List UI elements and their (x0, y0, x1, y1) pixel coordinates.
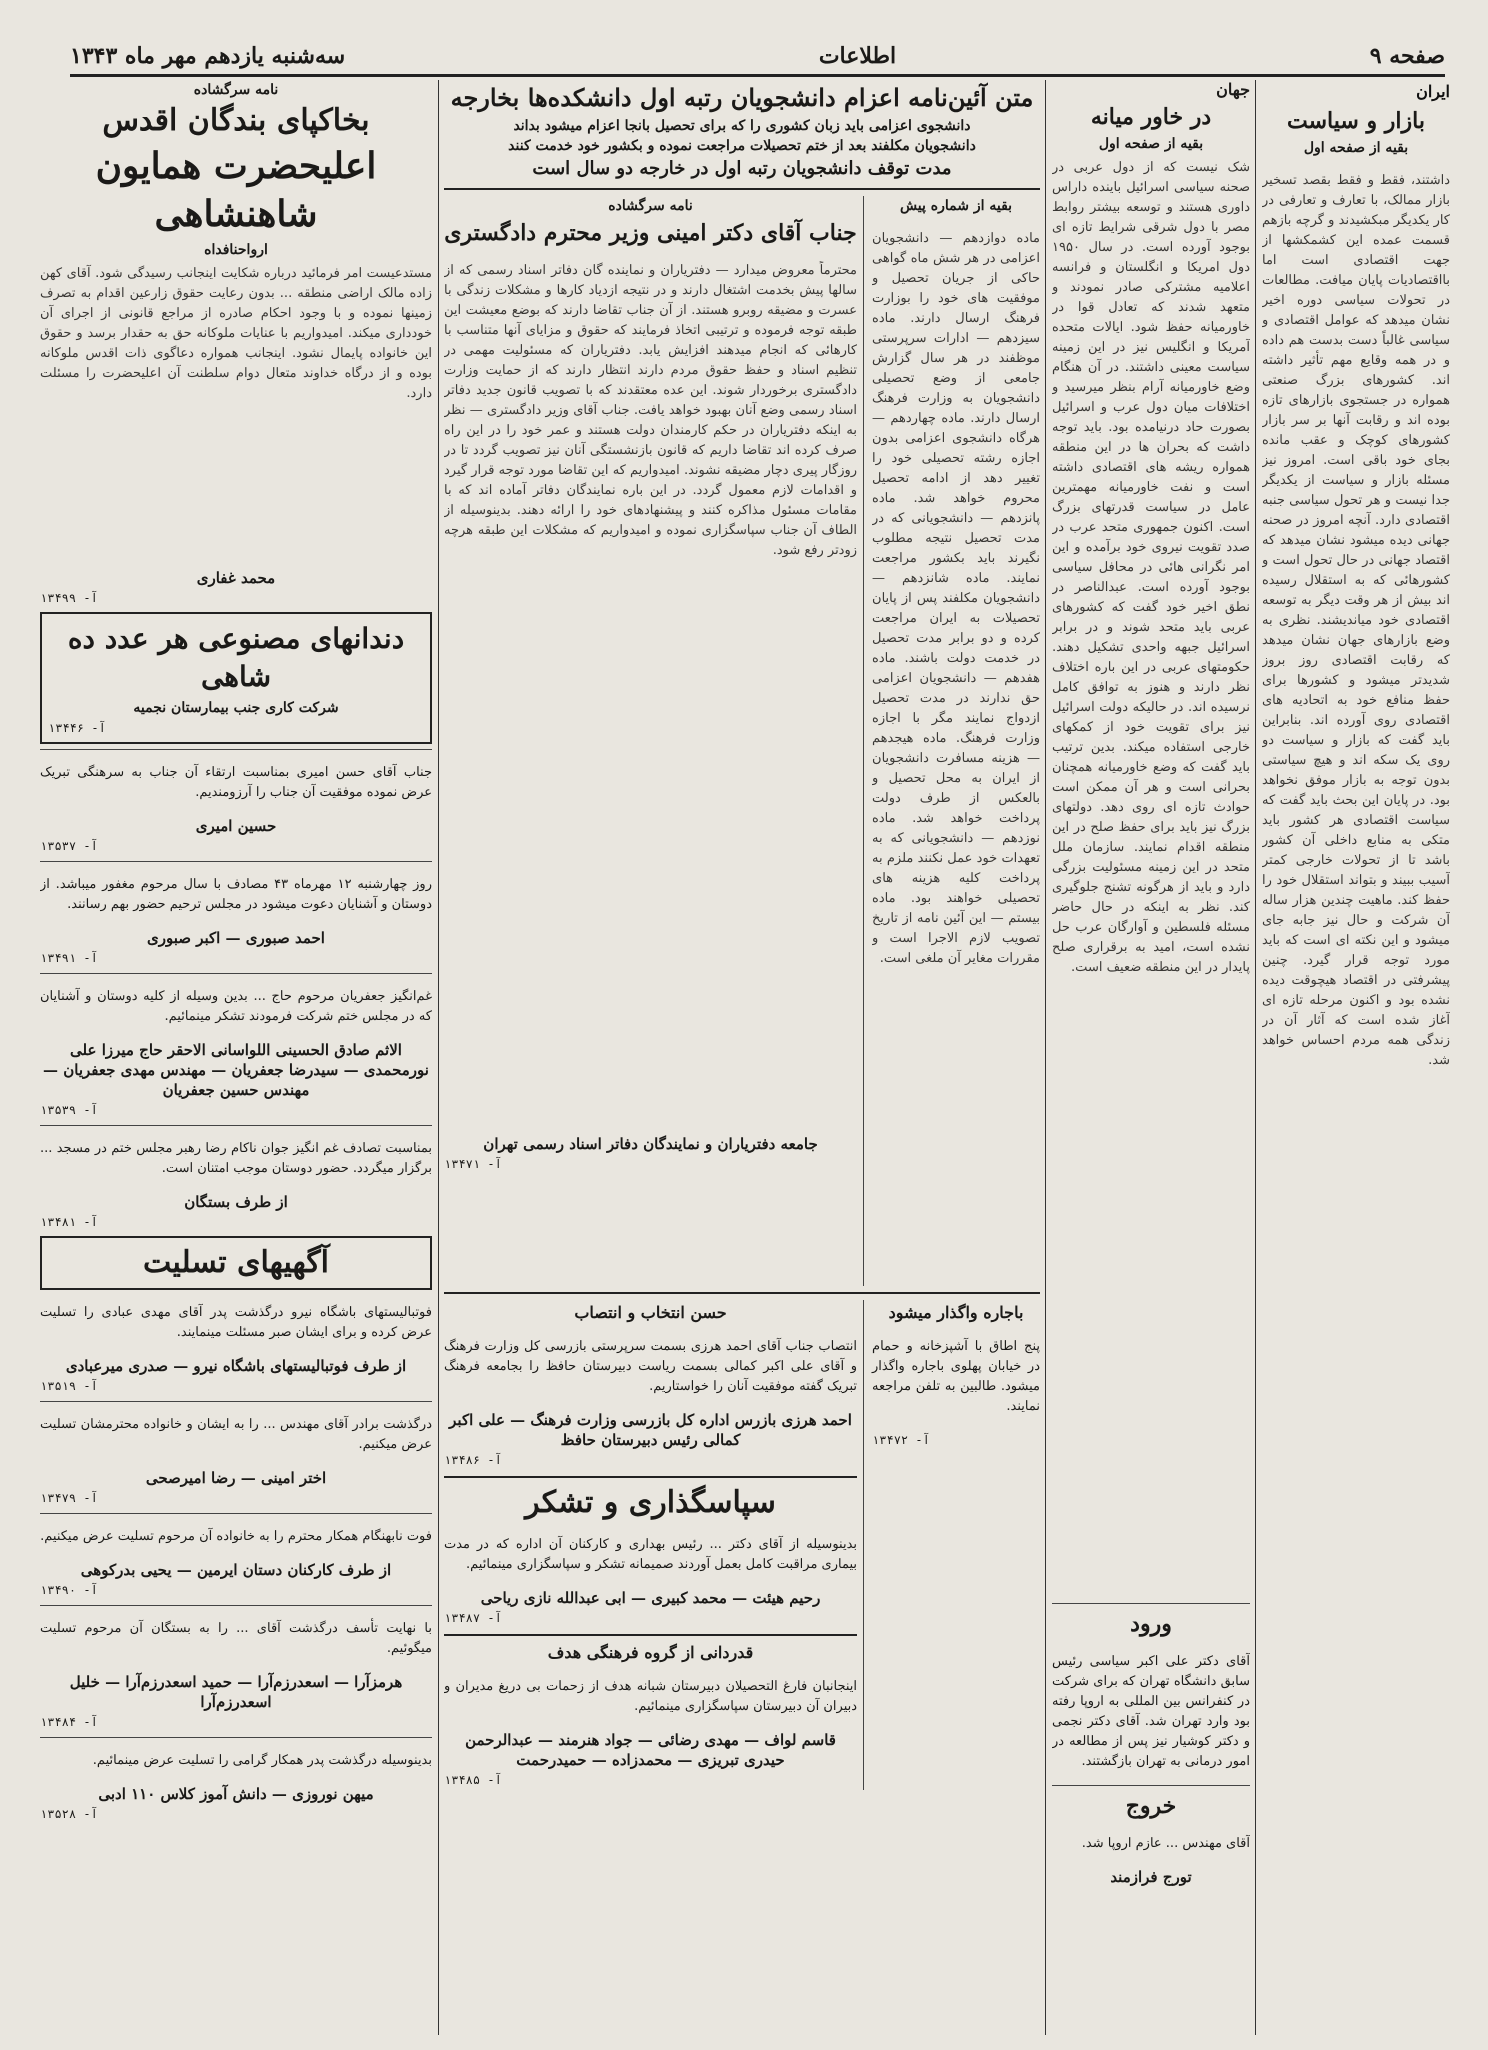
ad-signature: محمد غفاری (196, 569, 276, 587)
column-rule (438, 80, 439, 2035)
ad-code: آ- ۱۳۵۲۸ (40, 1807, 98, 1821)
ad-headline: دندانهای مصنوعی هر عدد ده شاهی (67, 622, 405, 693)
thanks-title: سپاسگذاری و تشکر (525, 1485, 776, 1520)
appointment-body: انتصاب جناب آقای احمد هرزی بسمت سرپرستی بازرسی کل وزارت فرهنگ و آقای علی اکبر کمالی بسمت ریاست دبیرستان حافظ را بجامعه فرهنگ تبریک گفته موفقیت آنان را خواستاریم. (444, 1339, 858, 1394)
condolence-body: فوت نابهنگام همکار محترم را به خانواده آن مرحوم تسلیت عرض میکنیم. (40, 1529, 432, 1544)
notices-block (444, 1300, 864, 1790)
letter-title: جناب آقای دکتر امینی وزیر محترم دادگستری (444, 220, 857, 246)
open-letter (444, 196, 864, 1286)
ad-code: آ- ۱۳۴۸۶ (444, 1453, 502, 1467)
ad-code: آ- ۱۳۵۳۷ (40, 839, 98, 853)
letter-kicker: نامه سرگشاده (608, 198, 693, 214)
divider (40, 1513, 432, 1514)
article-body: شک نیست که از دول عربی در صحنه سیاسی اسرائیل باینده داراس داوری هستند و توسعه بیشتر روابط مصر با دول شرقی شرایط تازه ای بوجود آورده است. در سال ۱۹۵۰ دول امریکا و انگلستان و فرانسه اعلامیه مشترکی صادر نمودند و متعهد شدند که تعادل قوا در خاورمیانه حفظ شود. ایالات متحده آمریکا و انگلیس نیز در این زمینه سیاست معینی داشتند. در آن هنگام وضع خاورمیانه آرام بنظر میرسید و اختلافات میان دول عرب و اسرائیل بصورت حاد درنیامده بود. باید توجه داشت که بحران ها در این منطقه همواره ریشه های اقتصادی داشته است و نفت خاورمیانه مهمترین عامل در سیاست قدرتهای بزرگ است. اکنون جمهوری متحد عرب در صدد تقویت نیروی خود برآمده و این امر نگرانی هائی در محافل سیاسی بوجود آورده است. عبدالناصر در نطق اخیر خود گفت که کشورهای عربی باید متحد شوند و در برابر اسرائیل جبهه واحدی تشکیل دهند. حکومتهای عربی در این باره اختلاف نظر دارند و هنوز به توافق کامل نرسیده اند. در حالیکه دولت اسرائیل نیز برای تقویت خود از کمکهای خارجی استفاده میکند. بدین ترتیب باید گفت که وضع خاورمیانه همچنان بحرانی است و هر آن ممکن است حوادث تازه ای روی دهد. دولتهای بزرگ نیز باید برای حفظ صلح در این منطقه اقدام نمایند. سازمان ملل متحد در این زمینه مسئولیت بزرگی دارد و باید از هرگونه تشنج جلوگیری کند. نظر به اینکه در حال حاضر مسئله فلسطین و آوارگان عرب حل نشده است، امید به برقراری صلح پایدار در این منطقه ضعیف است. (1052, 160, 1250, 975)
divider (1052, 1785, 1250, 1786)
ad-title: بخاکپای بندگان اقدس (102, 103, 370, 138)
ad-signature: الاثم صادق الحسینی اللواسانی الاحقر حاج میرزا علی نورمحمدی — سیدرضا جعفریان — مهندس مهدی جعفریان — مهندس حسین جعفریان (43, 1041, 429, 1099)
ad-body: جناب آقای حسن امیری بمناسبت ارتقاء آن جناب به سرهنگی تبریک عرض نموده موفقیت آن جناب را آرزومندیم. (40, 765, 432, 800)
ad-body: بمناسبت تصادف غم انگیز جوان ناکام رضا رهبر مجلس ختم در مسجد ... برگزار میگردد. حضور دوستان موجب امتنان است. (40, 1141, 432, 1176)
section-label: ایران (1416, 82, 1450, 101)
ad-body: غم‌انگیز جعفریان مرحوم حاج ... بدین وسیله از کلیه دوستان و آشنایان که در مجلس ختم شرکت فرمودند تشکر مینمائیم. (40, 989, 432, 1024)
condolence-header (40, 1236, 432, 1290)
ad-signature: احمد صبوری — اکبر صبوری (147, 929, 325, 947)
ad-code: آ- ۱۳۴۹۹ (40, 591, 98, 605)
column-ads (40, 80, 432, 2035)
continued-note: بقیه از صفحه اول (1098, 136, 1204, 152)
ad-code: آ- ۱۳۴۸۴ (40, 1715, 98, 1729)
divider (40, 1401, 432, 1402)
divider (40, 749, 432, 750)
arrival-title: ورود (1130, 1611, 1172, 1637)
appointment-title: حسن انتخاب و انتصاب (574, 1303, 727, 1322)
column-rule (1045, 80, 1046, 2035)
ad-body: مستدعیست امر فرمائید درباره شکایت اینجانب رسیدگی شود. آقای کهن زاده مالک اراضی منطقه ... بدون رعایت حقوق زارعین اقدام به تصرف زمینها نموده و با وجود احکام صادره از مراجع قانونی از اجرای آن خودداری میکند. امیدواریم با عنایات ملوکانه حق به حقدار برسد و حقوق این خانواده پایمال نشود. اینجانب همواره دعاگوی ذات اقدس ملوکانه بوده و از درگاه خداوند متعال دوام سلطنت آن اعلیحضرت را مسئلت دارد. (40, 266, 432, 401)
ad-code: آ- ۱۳۴۷۲ (872, 1433, 930, 1447)
divider (40, 973, 432, 974)
condolence-signature: اختر امینی — رضا امیرصحی (145, 1469, 327, 1487)
ad-headline: اعلیحضرت همایون شاهنشاهی (95, 145, 377, 235)
ad-sub: شرکت کاری جنب بیمارستان نجمیه (133, 700, 339, 716)
divider (40, 861, 432, 862)
condolence-signature: میهن نوروزی — دانش آموز کلاس ۱۱۰ ادبی (98, 1785, 374, 1803)
column-students (444, 80, 1040, 2035)
appreciation-title: قدردانی از گروه فرهنگی هدف (547, 1643, 754, 1662)
page-number: صفحه ۹ (1369, 43, 1445, 69)
ad-code: آ- ۱۳۵۱۹ (40, 1379, 98, 1393)
condolence-signature: از طرف کارکنان دستان ایرمین — یحیی بدرکوهی (80, 1561, 392, 1579)
continued-note: بقیه از صفحه اول (1303, 140, 1409, 156)
departure-text: آقای مهندس ... عازم اروپا شد. (1081, 1836, 1250, 1851)
divider (40, 1605, 432, 1606)
ad-code: آ- ۱۳۴۸۵ (444, 1773, 502, 1787)
ad-kicker: نامه سرگشاده (193, 82, 279, 98)
column-rule (1255, 80, 1256, 2035)
deck-line: دانشجوی اعزامی باید زبان کشوری را که برای تحصیل بانجا اعزام میشود بداند (513, 118, 971, 134)
thanks-signature: رحیم هیئت — محمد کبیری — ابی عبدالله نازی ریاحی (480, 1589, 821, 1607)
ad-signature: از طرف بستگان (184, 1193, 288, 1211)
thanks-body: بدینوسیله از آقای دکتر ... رئیس بهداری و کارکنان آن اداره که در مدت بیماری مراقبت کامل بعمل آوردند صمیمانه تشکر و سپاسگزاری مینمائیم. (444, 1537, 858, 1572)
regulation-column (872, 196, 1040, 1286)
column-iran (1262, 80, 1450, 2035)
divider (1052, 1603, 1250, 1604)
condolence-body: بدینوسیله درگذشت پدر همکار گرامی را تسلیت عرض مینمائیم. (92, 1753, 432, 1768)
condolence-body: درگذشت برادر آقای مهندس ... را به ایشان و خانواده محترمشان تسلیت عرض میکنیم. (40, 1417, 432, 1452)
article-body: داشتند، فقط و فقط بقصد تسخیر بازار ممالک، با تعارف و تعارفی در کار یکدیگر مبکشیدند و گرچه بازهم قسمت عمده این کشمکشها از جهت اقتصادی است اما بااقتصادیات پایان میافت. مطالعات در تحولات سیاسی دوره اخیر نشان میدهد که عوامل اقتصادی و سیاسی غالباً دست بدست هم داده و در همه وقایع مهم تأثیر داشته اند. کشورهای بزرگ صنعتی همواره در جستجوی بازارهای تازه بوده اند و رقابت آنها بر سر بازار کشورهای کوچک و عقب مانده بجای خود باقی است. امروز نیز مسئله بازار و سیاست از یکدیگر جدا نیست و هر تحول سیاسی جنبه اقتصادی دارد. آنچه امروز در صحنه جهانی دیده میشود نشان میدهد که اقتصاد جهانی در حال تحول است و کشورهائی که به استقلال رسیده اند بیش از هر وقت دیگر به توسعه اقتصادی خود میاندیشند. نظری به وضع بازارهای جهان نشان میدهد که رقابت اقتصادی روز بروز شدیدتر میشود و کشورها برای حفظ منافع خود به اتحادیه های اقتصادی روی آورده اند. بنابراین باید گفت که بازار و سیاست دو روی یک سکه اند و هیچ سیاستی بدون توجه به بازار موفق نخواهد بود. در پایان این بحث باید گفت که سیاست اقتصادی هر کشور باید متکی به منابع داخلی آن کشور باشد تا از تحولات خارجی کمتر آسیب ببیند و بتواند استقلال خود را حفظ کند. ماهیت چندین هزار ساله آن شرکت و حال نیز جابه جای میشود و این نکته ای است که باید مورد توجه قرار گیرد. چنین پیشرفتی در اقتصاد هیچوقت دیده نشده بود و اکنون مرحله تازه ای آغاز شده است که آثار آن در زندگی همه مردم احساس خواهد شد. (1262, 173, 1450, 1068)
condolence-body: با نهایت تأسف درگذشت آقای ... را به بستگان آن مرحوم تسلیت میگوئیم. (40, 1621, 432, 1656)
issue-date: سه‌شنبه یازدهم مهر ماه ۱۳۴۳ (70, 43, 346, 69)
article-headline: متن آئین‌نامه اعزام دانشجویان رتبه اول دانشکده‌ها بخارجه (450, 83, 1034, 112)
ad-code: آ- ۱۳۴۸۷ (444, 1611, 502, 1625)
rental-title: باجاره واگذار میشود (888, 1303, 1024, 1322)
divider (444, 188, 1040, 190)
article-title: بازار و سیاست (1287, 108, 1425, 134)
condolence-signature: از طرف فوتبالیستهای باشگاه نیرو — صدری میرعبادی (65, 1357, 407, 1375)
condolence-signature: هرمزآرا — اسعدرزم‌آرا — حمید اسعدرزم‌آرا — خلیل اسعدرزم‌آرا (69, 1673, 403, 1711)
dentures-ad (40, 612, 432, 744)
continued-note: بقیه از شماره پیش (899, 198, 1013, 214)
condolence-title: آگهیهای تسلیت (143, 1245, 329, 1280)
divider (444, 1292, 1040, 1294)
ad-code: آ- ۱۳۴۷۹ (40, 1491, 98, 1505)
ad-body: روز چهارشنبه ۱۲ مهرماه ۴۳ مصادف با سال مرحوم مغفور میباشد. از دوستان و آشنایان دعوت میشود در مجلس ترحیم حضور بهم رسانند. (40, 877, 432, 912)
deck-line: مدت توقف دانشجویان رتبه اول در خارجه دو سال است (532, 158, 952, 179)
ad-code: آ- ۱۳۵۳۹ (40, 1103, 98, 1117)
condolence-body: فوتبالیستهای باشگاه نیرو درگذشت پدر آقای مهدی عبادی را تسلیت عرض کرده و برای ایشان صبر مسئلت مینمایند. (40, 1305, 432, 1340)
divider (40, 1737, 432, 1738)
ad-code: آ- ۱۳۴۴۶ (48, 721, 106, 735)
article-title: در خاور میانه (1090, 104, 1212, 130)
ad-code: آ- ۱۳۴۷۱ (444, 1157, 502, 1171)
departure-title: خروج (1125, 1793, 1177, 1819)
ad-code: آ- ۱۳۴۹۱ (40, 951, 98, 965)
ad-sub: ارواحنافداه (204, 242, 268, 258)
divider (444, 1476, 857, 1478)
ad-code: آ- ۱۳۴۹۰ (40, 1583, 98, 1597)
divider (444, 1634, 857, 1636)
letter-body: محترماً معروض میدارد — دفتریاران و نماینده گان دفاتر اسناد رسمی که از سالها پیش بخدمت اشتغال دارند و در نتیجه ازدیاد کارها و مشکلات زندگی با عسرت و مضیقه روبرو هستند. از آن جناب تقاضا دارند که بوضع معیشت این طبقه توجه فرموده و ترتیبی اتخاذ فرمایند که حقوق و مزایای آنها متناسب با کارهائی که انجام میدهند افزایش یابد. دفتریاران که مسئولیت مهمی در تنظیم اسناد و حفظ حقوق مردم دارند انتظار دارند که از حمایت وزارت دادگستری برخوردار شوند. این عده معتقدند که با تصویب قانون جدید دفاتر اسناد رسمی وضع آنان بهبود خواهد یافت. جناب آقای وزیر دادگستری — نظر به اینکه دفتریاران در حکم کارمندان دولت هستند و عمر خود را در این راه صرف کرده اند تقاضا داریم که قانون بازنشستگی آنان نیز تصویب گردد تا در روزگار پیری دچار مضیقه نشوند. امیدواریم که این تقاضا مورد توجه قرار گیرد و اقدامات لازم معمول گردد. در این باره نمایندگان دفاتر آماده اند که با مقامات مسئول مذاکره کنند و پیشنهادهای خود را ارائه دهند. بدینوسیله از الطاف آن جناب سپاسگزاری نموده و امیدواریم که مشکلات این طبقه هرچه زودتر رفع شود. (444, 263, 858, 558)
section-label: جهان (1216, 80, 1250, 99)
masthead (70, 38, 1445, 77)
divider (40, 1125, 432, 1126)
ad-code: آ- ۱۳۴۸۱ (40, 1215, 98, 1229)
arrival-text: آقای دکتر علی اکبر سیاسی رئیس سابق دانشگاه تهران که برای شرکت در کنفرانس بین المللی به اروپا رفته بود وارد تهران شد. آقای دکتر نجمی و دکتر کوشیار نیز پس از مطالعه در امور درمانی به تهران بازگشتند. (1052, 1654, 1250, 1769)
paper-name: اطلاعات (818, 43, 897, 69)
appreciation-body: اینجانبان فارغ التحصیلان دبیرستان شبانه هدف از زحمات بی دریغ مدیران و دبیران آن دبیرستان سپاسگزاری مینمائیم. (444, 1679, 858, 1714)
appointment-signature: احمد هرزی بازرس اداره کل بازرسی وزارت فرهنگ — علی اکبر کمالی رئیس دبیرستان حافظ (449, 1411, 852, 1449)
deck-line: دانشجویان مکلفند بعد از ختم تحصیلات مراجعت نموده و بکشور خود خدمت کنند (508, 138, 976, 154)
departure-signature: تورج فرازمند (1110, 1868, 1192, 1886)
appreciation-signature: قاسم لواف — مهدی رضائی — جواد هنرمند — عبدالرحمن حیدری تبریزی — محمدزاده — حمیدرحمت (465, 1731, 836, 1769)
rental-ad (872, 1300, 1040, 1790)
regulation-body: ماده دوازدهم — دانشجویان اعزامی در هر شش ماه گواهی حاکی از جریان تحصیل و موفقیت های خود را بوزارت فرهنگ ارسال دارند. ماده سیزدهم — ادارات سرپرستی موظفند در هر سال گزارش جامعی از وضع تحصیلی دانشجویان به وزارت فرهنگ ارسال دارند. ماده چهاردهم — هرگاه دانشجوی اعزامی بدون اجازه رشته تحصیلی خود را تغییر دهد از ادامه تحصیل محروم خواهد شد. ماده پانزدهم — دانشجویانی که در مدت تحصیل نتیجه مطلوب نگیرند باید بکشور مراجعت نمایند. ماده شانزدهم — دانشجویان مکلفند پس از پایان تحصیلات به ایران مراجعت کرده و دو برابر مدت تحصیل در خدمت دولت باشند. ماده هفدهم — دانشجویان اعزامی حق ندارند در مدت تحصیل ازدواج نمایند مگر با اجازه وزارت فرهنگ. ماده هیجدهم — هزینه مسافرت دانشجویان از ایران به محل تحصیل و بالعکس از طرف دولت پرداخت خواهد شد. ماده نوزدهم — دانشجویانی که به تعهدات خود عمل نکنند ملزم به پرداخت کلیه هزینه های تحصیلی خواهند بود. ماده بیستم — این آئین نامه از تاریخ تصویب لازم الاجرا است و مقررات مغایر آن ملغی است. (872, 231, 1040, 966)
letter-signature: جامعه دفتریاران و نمایندگان دفاتر اسناد رسمی تهران (483, 1135, 818, 1153)
ad-signature: حسین امیری (195, 817, 277, 835)
column-world (1052, 80, 1250, 2035)
rental-body: پنج اطاق با آشپزخانه و حمام در خیابان پهلوی باجاره واگذار میشود. طالبین به تلفن مراجعه نمایند. (872, 1339, 1040, 1414)
